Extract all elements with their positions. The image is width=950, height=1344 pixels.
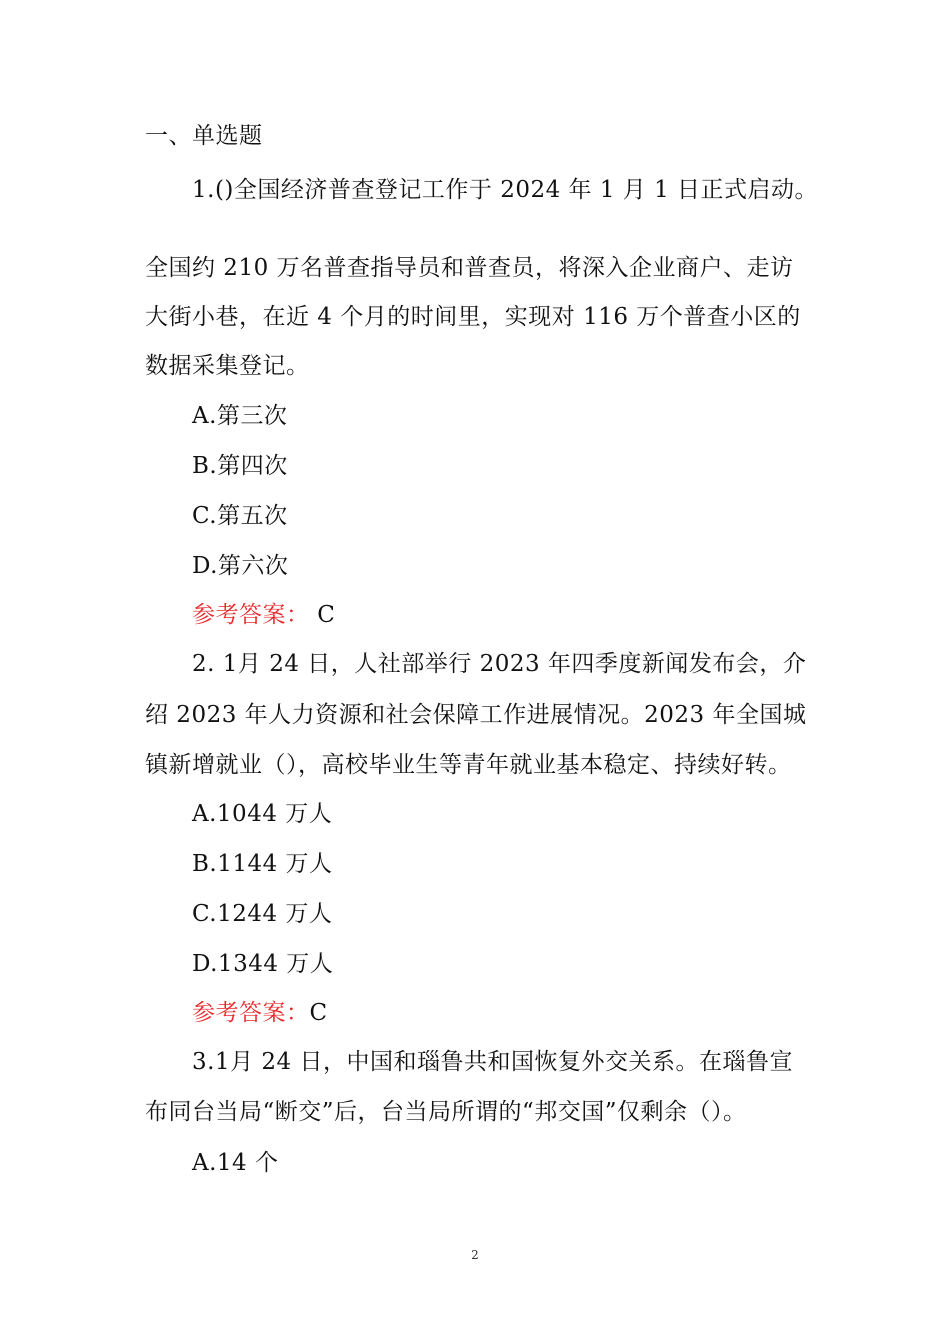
section-title: 一、单选题 <box>145 123 263 149</box>
option-a: A.第三次 <box>192 403 288 429</box>
answer-value: C <box>309 1000 328 1026</box>
option-d: D.1344 万人 <box>192 951 334 977</box>
question-stem-line: 绍 2023 年人力资源和社会保障工作进展情况。2023 年全国城 <box>145 702 807 728</box>
option-b: B.第四次 <box>192 453 288 479</box>
answer-label: 参考答案： <box>192 602 310 628</box>
question-stem-line: 全国约 210 万名普查指导员和普查员，将深入企业商户、走访 <box>145 255 794 281</box>
page-number: 2 <box>471 1248 479 1262</box>
question-stem-line: 数据采集登记。 <box>145 353 310 379</box>
answer-label: 参考答案： <box>192 1000 310 1026</box>
question-stem-line: 大街小巷，在近 4 个月的时间里，实现对 116 万个普查小区的 <box>145 304 801 330</box>
question-stem-line: 镇新增就业（），高校毕业生等青年就业基本稳定、持续好转。 <box>145 752 792 778</box>
option-a: A.14 个 <box>192 1150 279 1176</box>
question-stem-line: 布同台当局“断交”后，台当局所谓的“邦交国”仅剩余（）。 <box>145 1099 747 1125</box>
option-d: D.第六次 <box>192 553 289 579</box>
question-stem-line: 1.()全国经济普查登记工作于 2024 年 1 月 1 日正式启动。 <box>192 177 819 203</box>
question-stem-line: 2. 1月 24 日，人社部举行 2023 年四季度新闻发布会，介 <box>192 651 807 677</box>
option-c: C.1244 万人 <box>192 901 333 927</box>
option-c: C.第五次 <box>192 503 288 529</box>
question-stem-line: 3.1月 24 日，中国和瑙鲁共和国恢复外交关系。在瑙鲁宣 <box>192 1049 793 1075</box>
answer-value: C <box>309 602 336 628</box>
option-a: A.1044 万人 <box>192 801 333 827</box>
option-b: B.1144 万人 <box>192 851 333 877</box>
answer-line <box>192 600 335 630</box>
answer-line <box>192 998 328 1028</box>
